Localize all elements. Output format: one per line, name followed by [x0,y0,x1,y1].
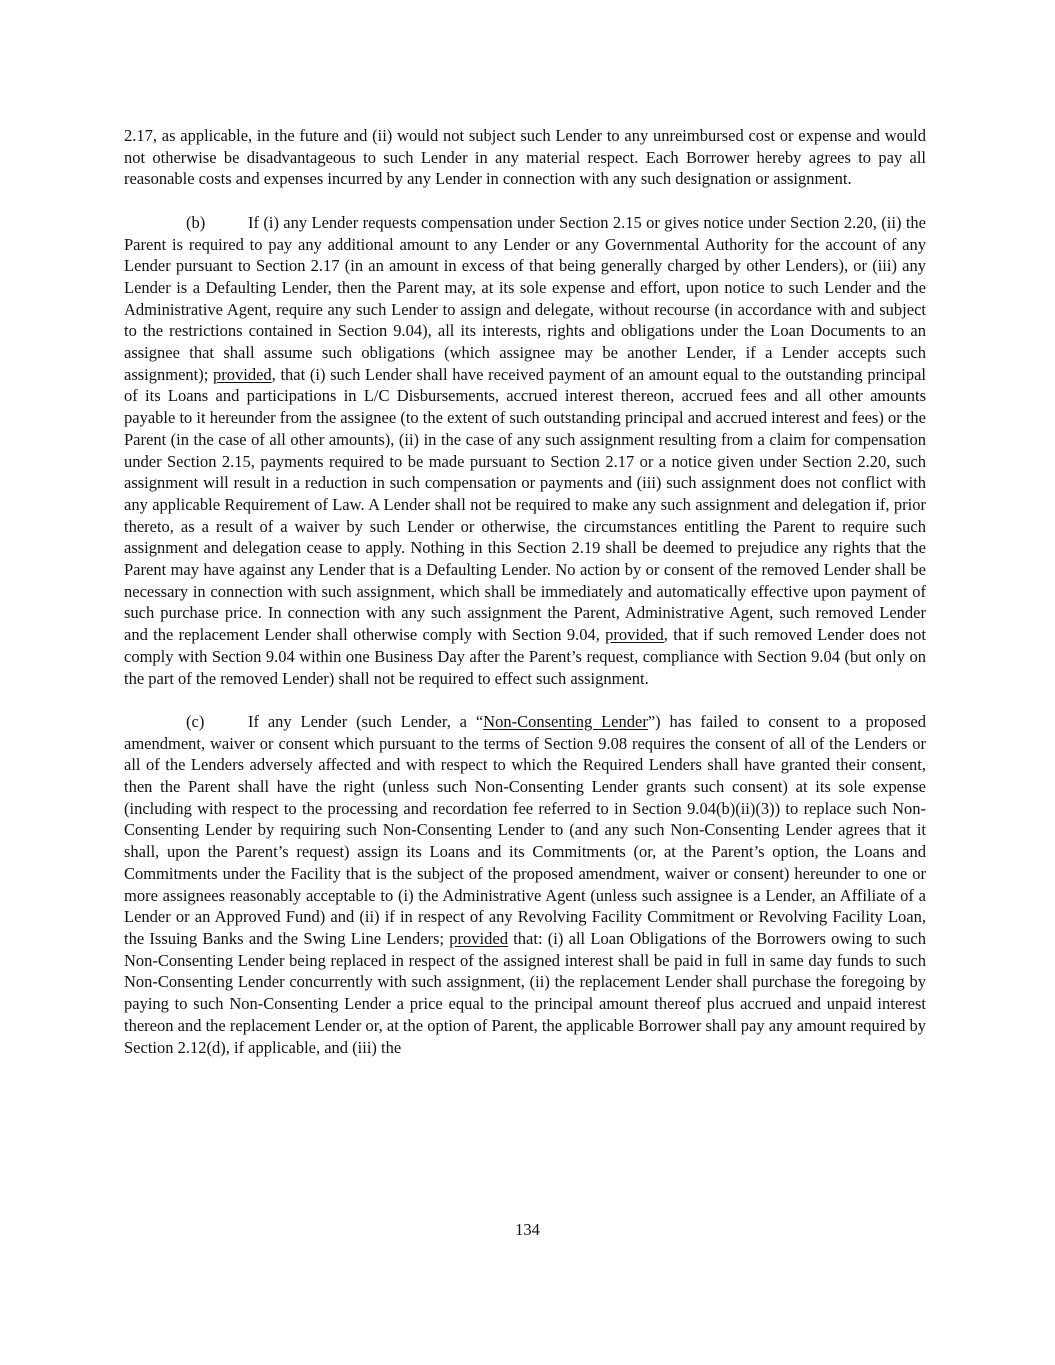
defined-term-provided: provided [605,625,664,645]
paragraph-text: , that if such removed Lender does not comply with Section 9.04 within one Business Day after the Parent’s request, compliance with Section 9.04 (but only on the part of the removed Lender) shall not be required to effect such assignment. [124,625,926,688]
paragraph-label: (b) [186,212,206,232]
paragraph-text: ”) has failed to consent to a proposed amendment, waiver or consent which pursuant to the terms of Section 9.08 requires the consent of all of the Lenders or all of the Lenders adversely affected and with respect to which the Required Lenders shall have granted their consent, then the Parent shall have the right (unless such Non-Consenting Lender grants such consent) at its sole expense (including with respect to the processing and recordation fee referred to in Section 9.04(b)(ii)(3)) to replace such Non-Consenting Lender by requiring such Non-Consenting Lender to (and any such Non-Consenting Lender agrees that it shall, upon the Parent’s request) assign its Loans and its Commitments (or, at the Parent’s option, the Loans and Commitments under the Facility that is the subject of the proposed amendment, waiver or consent) hereunder to one or more assignees reasonably acceptable to (i) the Administrative Agent (unless such assignee is a Lender, an Affiliate of a Lender or an Approved Fund) and (ii) if in respect of any Revolving Facility Commitment or Revolving Facility Loan, the Issuing Banks and the Swing Line Lenders; [124,711,926,948]
paragraph-text: If (i) any Lender requests compensation under Section 2.15 or gives notice under Section 2.20, (ii) the Parent is required to pay any additional amount to any Lender or any Governmental Authority for the account of any Lender pursuant to Section 2.17 (in an amount in excess of that being generally charged by other Lenders), or (iii) any Lender is a Defaulting Lender, then the Parent may, at its sole expense and effort, upon notice to such Lender and the Administrative Agent, require any such Lender to assign and delegate, without recourse (in accordance with and subject to the restrictions contained in Section 9.04), all its interests, rights and obligations under the Loan Documents to an assignee that shall assume such obligations (which assignee may be another Lender, if a Lender accepts such assignment); [124,212,926,384]
paragraph-text: that: (i) all Loan Obligations of the Borrowers owing to such Non-Consenting Lender being replaced in respect of the assigned interest shall be paid in full in same day funds to such Non-Consenting Lender concurrently with such assignment, (ii) the replacement Lender shall purchase the foregoing by paying to such Non-Consenting Lender a price equal to the principal amount thereof plus accrued and unpaid interest thereon and the replacement Lender or, at the option of Parent, the applicable Borrower shall pay any amount required by Section 2.12(d), if applicable, and (iii) the [124,928,926,1057]
document-page [124,125,926,1058]
paragraph-label: (c) [186,711,205,731]
page-number: 134 [515,1220,540,1239]
defined-term-non-consenting-lender: Non-Consenting Lender [483,711,648,731]
paragraph-text: , that (i) such Lender shall have received payment of an amount equal to the outstanding principal of its Loans and participations in L/C Disbursements, accrued interest thereon, accrued fees and all other amounts payable to it hereunder from the assignee (to the extent of such outstanding principal and accrued interest and fees) or the Parent (in the case of all other amounts), (ii) in the case of any such assignment resulting from a claim for compensation under Section 2.15, payments required to be made pursuant to Section 2.17 or a notice given under Section 2.20, such assignment will result in a reduction in such compensation or payments and (iii) such assignment does not conflict with any applicable Requirement of Law. A Lender shall not be required to make any such assignment and delegation if, prior thereto, as a result of a waiver by such Lender or otherwise, the circumstances entitling the Parent to require such assignment and delegation cease to apply. Nothing in this Section 2.19 shall be deemed to prejudice any rights that the Parent may have against any Lender that is a Defaulting Lender. No action by or consent of the removed Lender shall be necessary in connection with such assignment, which shall be immediately and automatically effective upon payment of such purchase price. In connection with any such assignment the Parent, Administrative Agent, such removed Lender and the replacement Lender shall otherwise comply with Section 9.04, [124,364,926,645]
paragraph-continuation [124,125,926,190]
paragraph-b [124,212,926,689]
paragraph-text: 2.17, as applicable, in the future and (ii) would not subject such Lender to any unreimbursed cost or expense and would not otherwise be disadvantageous to such Lender in any material respect. Each Borrower hereby agrees to pay all reasonable costs and expenses incurred by any Lender in connection with any such designation or assignment. [124,126,926,189]
paragraph-c [124,711,926,1058]
defined-term-provided: provided [449,928,508,948]
paragraph-text: If any Lender (such Lender, a “ [248,711,484,731]
defined-term-provided: provided [213,364,272,384]
